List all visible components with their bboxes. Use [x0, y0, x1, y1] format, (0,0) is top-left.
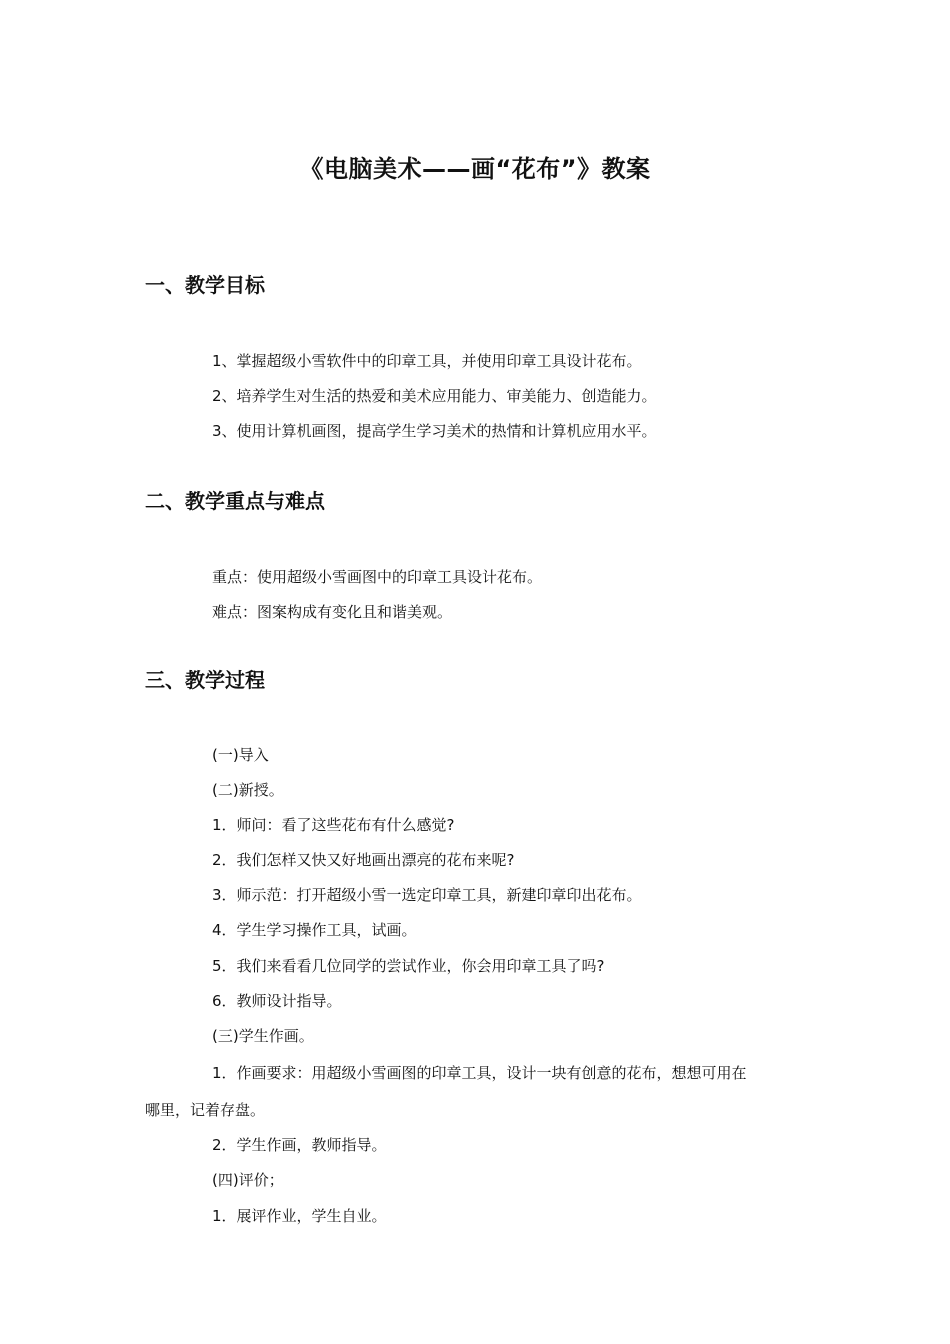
objective-item: 2、培养学生对生活的热爱和美术应用能力、审美能力、创造能力。	[212, 387, 657, 405]
process-step: (三)学生作画。	[212, 1027, 314, 1045]
objective-item: 1、掌握超级小雪软件中的印章工具，并使用印章工具设计花布。	[212, 352, 642, 370]
process-step: (二)新授。	[212, 781, 284, 799]
key-point-item: 重点：使用超级小雪画图中的印章工具设计花布。	[212, 568, 543, 586]
section-heading-process: 三、教学过程	[145, 668, 265, 692]
process-step: 6．教师设计指导。	[212, 992, 342, 1010]
process-step: 2．我们怎样又快又好地画出漂亮的花布来呢?	[212, 851, 515, 869]
process-step: 3．师示范：打开超级小雪一选定印章工具，新建印章印出花布。	[212, 886, 642, 904]
process-step: 4．学生学习操作工具，试画。	[212, 921, 417, 939]
section-heading-key-points: 二、教学重点与难点	[145, 489, 325, 513]
document-title: 《电脑美术——画“花布”》教案	[299, 155, 651, 183]
process-step: 5．我们来看看几位同学的尝试作业，你会用印章工具了吗?	[212, 957, 605, 975]
process-step: 1．展评作业，学生自业。	[212, 1207, 387, 1225]
difficulty-item: 难点：图案构成有变化且和谐美观。	[212, 603, 453, 621]
process-step: (一)导入	[212, 746, 269, 764]
process-step: 2．学生作画，教师指导。	[212, 1136, 387, 1154]
process-step: (四)评价；	[212, 1171, 284, 1189]
process-step: 1．师问：看了这些花布有什么感觉?	[212, 816, 455, 834]
objective-item: 3、使用计算机画图，提高学生学习美术的热情和计算机应用水平。	[212, 422, 657, 440]
process-step: 1．作画要求：用超级小雪画图的印章工具，设计一块有创意的花布，想想可用在	[212, 1064, 747, 1082]
process-step-continuation: 哪里，记着存盘。	[145, 1101, 266, 1119]
section-heading-objectives: 一、教学目标	[145, 273, 265, 297]
